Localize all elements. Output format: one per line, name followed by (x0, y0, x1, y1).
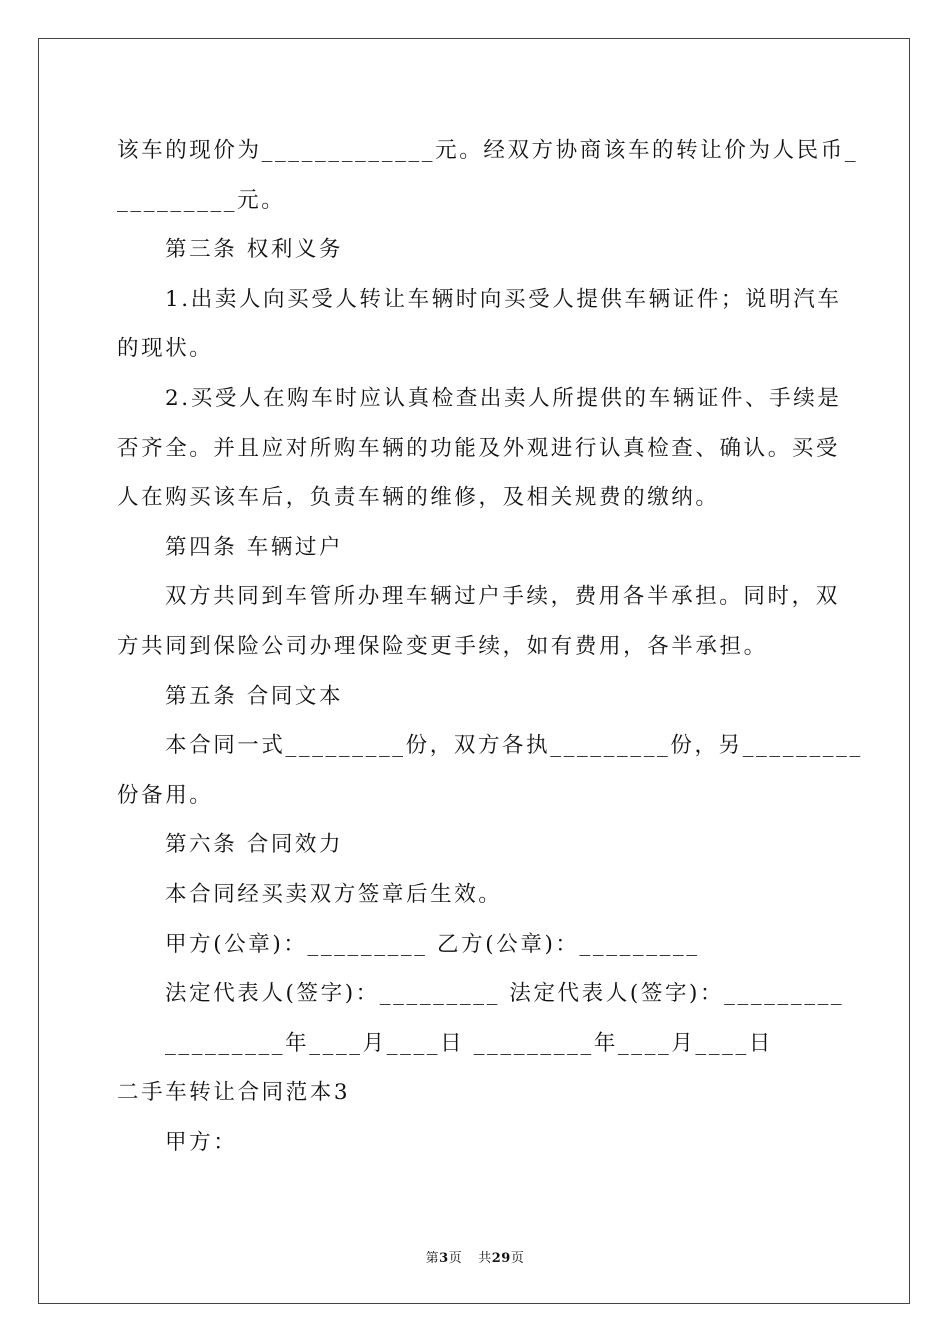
page-footer (0, 1247, 950, 1266)
section-heading-6: 第六条 合同效力 (165, 832, 344, 858)
total-pages: 29 (491, 1251, 511, 1266)
body-line: 份备用。 (117, 782, 214, 808)
section-heading-3: 第三条 权利义务 (165, 237, 344, 263)
party-a-line: 甲方： (165, 1129, 238, 1155)
body-line: 人在购买该车后，负责车辆的维修，及相关规费的缴纳。 (117, 485, 720, 511)
document-title: 二手车转让合同范本3 (117, 1080, 351, 1106)
body-line: 本合同一式_________份，双方各执_________份，另_________ (165, 733, 863, 759)
total-prefix: 共 (478, 1251, 492, 1266)
body-line: 1.出卖人向买受人转让车辆时向买受人提供车辆证件；说明汽车 (165, 286, 842, 312)
body-line: _________元。 (117, 187, 286, 213)
body-line: 本合同经买卖双方签章后生效。 (165, 881, 503, 907)
page-suffix: 页 (448, 1251, 463, 1266)
signature-line-party: 甲方(公章)：_________ 乙方(公章)：_________ (165, 931, 700, 957)
page-prefix: 第 (425, 1251, 440, 1266)
document-body (117, 126, 863, 1167)
body-line: 双方共同到车管所办理车辆过户手续，费用各半承担。同时，双 (165, 584, 840, 610)
body-line: 的现状。 (117, 336, 214, 362)
signature-line-representative: 法定代表人(签字)：_________ 法定代表人(签字)：_________ (165, 981, 845, 1007)
section-heading-4: 第四条 车辆过户 (165, 534, 344, 560)
body-line: 该车的现价为_____________元。经双方协商该车的转让价为人民币_ (117, 138, 859, 163)
signature-line-date: _________年____月____日 _________年____月____日 (165, 1030, 773, 1056)
total-suffix: 页 (510, 1251, 525, 1266)
body-line: 否齐全。并且应对所购车辆的功能及外观进行认真检查、确认。买受 (117, 435, 841, 461)
body-line: 方共同到保险公司办理保险变更手续，如有费用，各半承担。 (117, 633, 768, 659)
section-heading-5: 第五条 合同文本 (165, 683, 344, 709)
page-number: 3 (439, 1251, 449, 1266)
body-line: 2.买受人在购车时应认真检查出卖人所提供的车辆证件、手续是 (165, 385, 842, 411)
